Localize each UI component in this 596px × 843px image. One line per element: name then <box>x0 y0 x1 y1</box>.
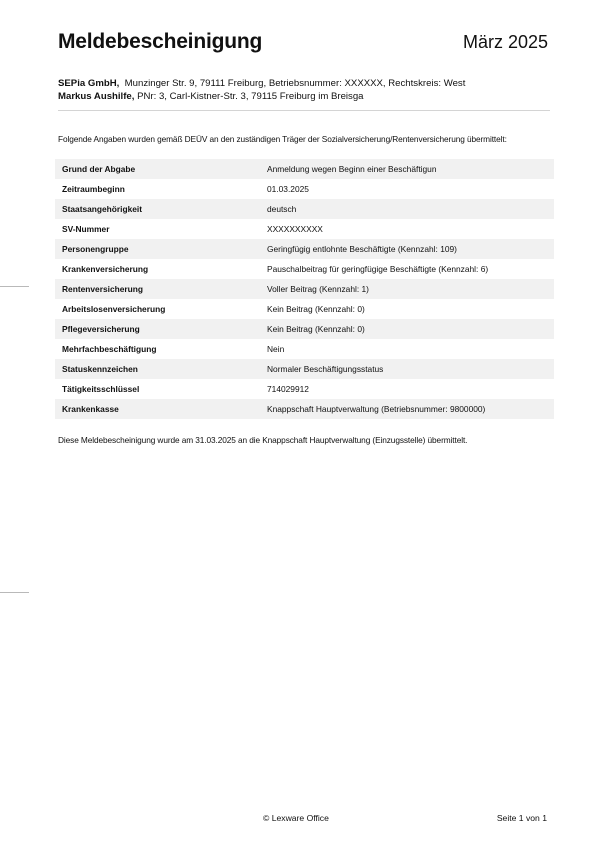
row-label: Rentenversicherung <box>55 279 260 299</box>
row-label: Personengruppe <box>55 239 260 259</box>
row-value: Anmeldung wegen Beginn einer Beschäftigun <box>260 159 554 179</box>
table-row <box>55 359 554 379</box>
table-row <box>55 199 554 219</box>
intro-text: Folgende Angaben wurden gemäß DEÜV an den zuständigen Träger der Sozialversicherung/Rentenversicherung übermittelt: <box>58 134 507 144</box>
employee-details: PNr: 3, Carl-Kistner-Str. 3, 79115 Freiburg im Breisga <box>137 91 364 102</box>
row-value: 01.03.2025 <box>267 184 309 194</box>
registration-details-table <box>55 159 554 419</box>
row-value: Kein Beitrag (Kennzahl: 0) <box>260 319 554 339</box>
employer-line <box>58 77 465 90</box>
row-value: Knappschaft Hauptverwaltung (Betriebsnummer: 9800000) <box>260 399 554 419</box>
row-label: Krankenkasse <box>55 399 260 419</box>
table-row <box>55 399 554 419</box>
row-label: Tätigkeitsschlüssel <box>62 384 140 394</box>
row-label: Zeitraumbeginn <box>62 184 125 194</box>
details-table-body <box>55 159 554 419</box>
row-label: Krankenversicherung <box>62 264 149 274</box>
row-value: 714029912 <box>267 384 309 394</box>
page-title: Meldebescheinigung <box>58 30 263 53</box>
row-label: Statuskennzeichen <box>55 359 260 379</box>
row-value: deutsch <box>260 199 554 219</box>
table-row <box>55 379 554 399</box>
footer-brand: © Lexware Office <box>263 813 329 823</box>
row-label: Staatsangehörigkeit <box>55 199 260 219</box>
employee-name: Markus Aushilfe, <box>58 91 135 102</box>
table-row <box>55 339 554 359</box>
transmission-note: Diese Meldebescheinigung wurde am 31.03.2025 an die Knappschaft Hauptverwaltung (Einzugsstelle) übermittelt. <box>58 435 468 445</box>
report-month: März 2025 <box>462 32 548 52</box>
table-row <box>55 279 554 299</box>
row-label: Arbeitslosenversicherung <box>62 304 166 314</box>
employer-name: SEPia GmbH, <box>58 78 120 89</box>
employee-line <box>58 90 364 103</box>
table-row <box>55 319 554 339</box>
row-value: Geringfügig entlohnte Beschäftigte (Kennzahl: 109) <box>260 239 554 259</box>
row-value: Normaler Beschäftigungsstatus <box>260 359 554 379</box>
page-number: Seite 1 von 1 <box>496 813 547 823</box>
row-label: Pflegeversicherung <box>55 319 260 339</box>
row-value: XXXXXXXXXX <box>267 224 323 234</box>
fold-mark-top <box>0 286 29 287</box>
table-row <box>55 299 554 319</box>
table-row <box>55 239 554 259</box>
table-row <box>55 219 554 239</box>
row-value: Voller Beitrag (Kennzahl: 1) <box>260 279 554 299</box>
table-row <box>55 179 554 199</box>
row-label: Grund der Abgabe <box>55 159 260 179</box>
row-label: Mehrfachbeschäftigung <box>62 344 157 354</box>
employer-details: Munzinger Str. 9, 79111 Freiburg, Betriebsnummer: XXXXXX, Rechtskreis: West <box>124 78 466 89</box>
table-row <box>55 159 554 179</box>
row-label: SV-Nummer <box>62 224 110 234</box>
row-value: Kein Beitrag (Kennzahl: 0) <box>267 304 365 314</box>
table-row <box>55 259 554 279</box>
header-divider <box>58 110 550 111</box>
row-value: Nein <box>267 344 285 354</box>
row-value: Pauschalbeitrag für geringfügige Beschäftigte (Kennzahl: 6) <box>267 264 489 274</box>
fold-mark-bottom <box>0 592 29 593</box>
